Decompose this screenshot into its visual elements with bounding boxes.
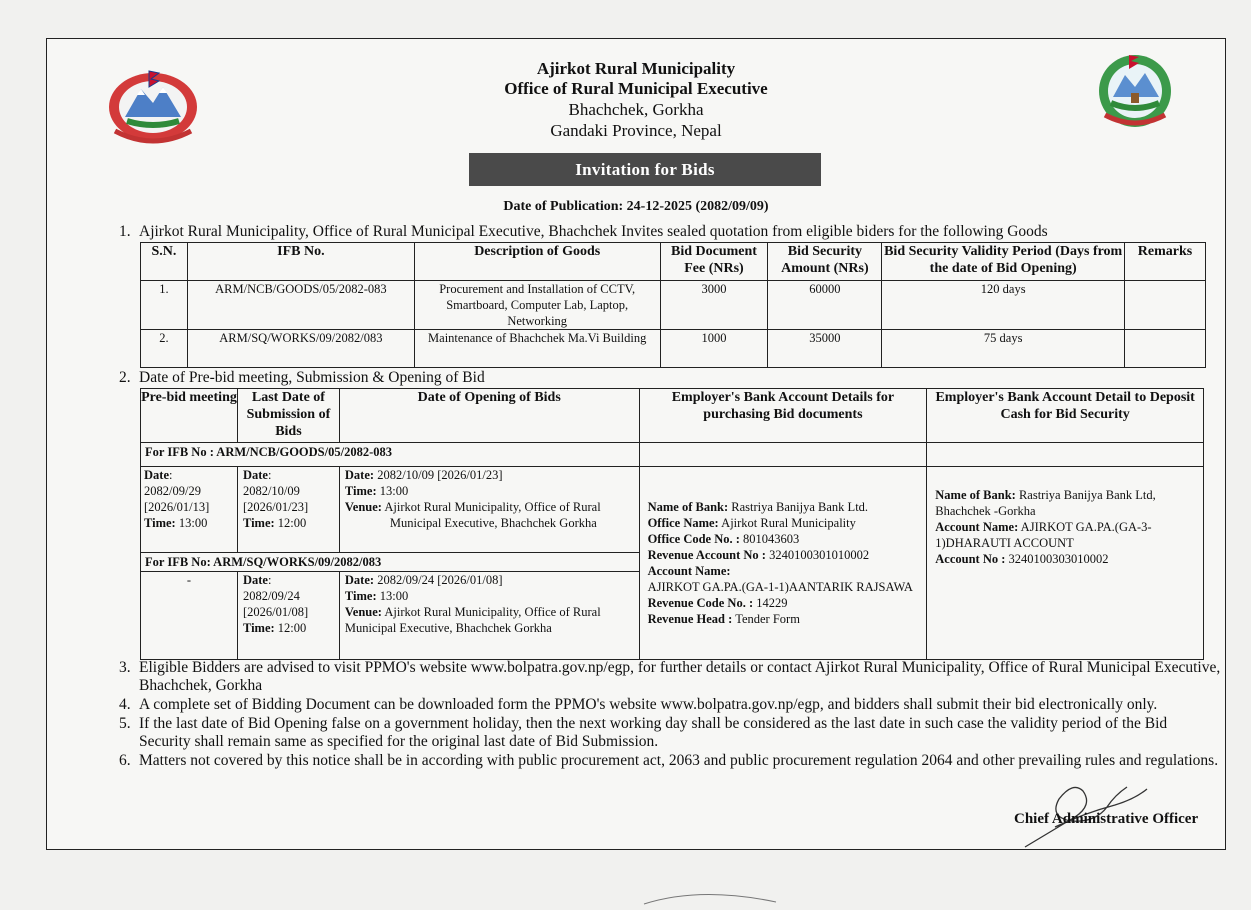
cell-ifb: ARM/NCB/GOODS/05/2082-083 bbox=[187, 281, 414, 330]
field-label: Account Name: bbox=[935, 520, 1019, 534]
table-row bbox=[141, 443, 1204, 467]
cell-description: Maintenance of Bhachchek Ma.Vi Building bbox=[414, 330, 660, 368]
section-text: Ajirkot Rural Municipality, Office of Rural Municipal Executive, Bhachchek Invites sealed quotation from eligible biders for the following Goods bbox=[139, 223, 1048, 240]
section-2-intro bbox=[119, 369, 485, 387]
revenue-head: Tender Form bbox=[735, 612, 800, 626]
list-item bbox=[119, 715, 1221, 751]
field-label: Office Code No. : bbox=[647, 532, 740, 546]
signatory-title: Chief Administrative Officer bbox=[1014, 811, 1199, 827]
empty-cell bbox=[639, 443, 927, 467]
time-label: Time: bbox=[344, 484, 377, 498]
cell-prebid: Date: 2082/09/29 [2026/01/13] Time: 13:00 bbox=[141, 467, 238, 553]
cell-fee: 3000 bbox=[660, 281, 768, 330]
account-name: AJIRKOT GA.PA.(GA-1-1)AANTARIK RAJSAWA bbox=[647, 580, 913, 594]
item-number: 5. bbox=[119, 715, 131, 732]
date-label: Date bbox=[144, 468, 169, 482]
table-header-row bbox=[141, 243, 1206, 281]
item-number: 6. bbox=[119, 752, 131, 769]
col-header: Description of Goods bbox=[414, 243, 660, 281]
field-label: Name of Bank: bbox=[647, 500, 729, 514]
col-header: Bid Security Amount (NRs) bbox=[768, 243, 882, 281]
province: Gandaki Province, Nepal bbox=[550, 121, 722, 140]
col-header-opening: Date of Opening of Bids bbox=[339, 389, 639, 443]
col-header: Bid Document Fee (NRs) bbox=[660, 243, 768, 281]
last-date: 2082/09/24 [2026/01/08] bbox=[242, 589, 309, 619]
prebid-time: 13:00 bbox=[178, 516, 208, 530]
cell-remarks bbox=[1125, 330, 1206, 368]
time-label: Time: bbox=[344, 589, 377, 603]
account-name: AJIRKOT GA.PA.(GA-3-1)DHARAUTI ACCOUNT bbox=[935, 520, 1152, 550]
cell-opening bbox=[339, 467, 639, 553]
schedule-table bbox=[140, 388, 1204, 660]
field-label: Account No : bbox=[935, 552, 1006, 566]
col-header: Bid Security Validity Period (Days from the date of Bid Opening) bbox=[882, 243, 1125, 281]
municipality-name: Ajirkot Rural Municipality bbox=[536, 59, 736, 78]
section-number: 1. bbox=[119, 223, 131, 240]
field-label: Revenue Head : bbox=[647, 612, 733, 626]
field-label: Revenue Account No : bbox=[647, 548, 766, 562]
ifb-label: For IFB No: ARM/SQ/WORKS/09/2082/083 bbox=[141, 553, 640, 572]
cell-description: Procurement and Installation of CCTV, Smartboard, Computer Lab, Laptop, Networking bbox=[414, 281, 660, 330]
item-number: 4. bbox=[119, 696, 131, 713]
item-text: Eligible Bidders are advised to visit PPMO's website www.bolpatra.gov.np/egp, for further details or contact Ajirkot Rural Municipality, Office of Rural Municipal Executive, Bhachchek, Gorkha bbox=[139, 659, 1221, 694]
section-text: Date of Pre-bid meeting, Submission & Opening of Bid bbox=[139, 369, 485, 386]
open-time: 13:00 bbox=[379, 589, 409, 603]
table-header-row bbox=[141, 389, 1204, 443]
table-row bbox=[141, 330, 1206, 368]
revenue-code: 14229 bbox=[756, 596, 788, 610]
letterhead bbox=[47, 59, 1225, 141]
section-1-intro bbox=[119, 223, 1048, 241]
field-label: Revenue Code No. : bbox=[647, 596, 754, 610]
notice-notes bbox=[119, 659, 1221, 771]
date-label: Date bbox=[242, 468, 268, 482]
list-item bbox=[119, 696, 1221, 714]
list-item bbox=[119, 659, 1221, 695]
cell-opening bbox=[339, 572, 639, 660]
time-label: Time: bbox=[242, 516, 275, 530]
item-text: A complete set of Bidding Document can be downloaded form the PPMO's website www.bolpatra.gov.np/egp, and bidders shall submit their bid electronically only. bbox=[139, 696, 1158, 713]
empty-cell bbox=[927, 443, 1204, 467]
publication-date: Date of Publication: 24-12-2025 (2082/09/09) bbox=[503, 199, 769, 214]
time-label: Time: bbox=[144, 516, 176, 530]
bids-table bbox=[140, 242, 1206, 368]
open-date: 2082/09/24 [2026/01/08] bbox=[377, 573, 503, 587]
table-row bbox=[141, 467, 1204, 553]
venue-label: Venue: bbox=[344, 500, 382, 514]
field-label: Office Name: bbox=[647, 516, 719, 530]
col-header-bank-purchase: Employer's Bank Account Details for purchasing Bid documents bbox=[639, 389, 927, 443]
revenue-account: 3240100301010002 bbox=[769, 548, 870, 562]
cell-remarks bbox=[1125, 281, 1206, 330]
col-header: Remarks bbox=[1125, 243, 1206, 281]
date-label: Date: bbox=[344, 573, 375, 587]
col-header-bank-security: Employer's Bank Account Detail to Deposit Cash for Bid Security bbox=[927, 389, 1204, 443]
open-date: 2082/10/09 [2026/01/23] bbox=[377, 468, 503, 482]
field-label: Account Name: bbox=[647, 564, 731, 578]
account-number: 3240100303010002 bbox=[1008, 552, 1109, 566]
cell-sn: 1. bbox=[141, 281, 188, 330]
office-name-value: Ajirkot Rural Municipality bbox=[721, 516, 856, 530]
cell-validity: 120 days bbox=[882, 281, 1125, 330]
date-label: Date bbox=[242, 573, 268, 587]
bank-name: Rastriya Banijya Bank Ltd. bbox=[731, 500, 869, 514]
bank-name: Rastriya Banijya Bank Ltd, Bhachchek -Gorkha bbox=[935, 488, 1156, 518]
cell-sn: 2. bbox=[141, 330, 188, 368]
col-header-prebid: Pre-bid meeting bbox=[141, 389, 238, 443]
ifb-label: For IFB No : ARM/NCB/GOODS/05/2082-083 bbox=[141, 443, 640, 467]
table-row bbox=[141, 281, 1206, 330]
venue: Ajirkot Rural Municipality, Office of Rural Municipal Executive, Bhachchek Gorkha bbox=[384, 500, 601, 530]
cell-last-date: Date: 2082/10/09 [2026/01/23] Time: 12:00 bbox=[237, 467, 339, 553]
cell-prebid: - bbox=[141, 572, 238, 660]
col-header-last-date: Last Date of Submission of Bids bbox=[237, 389, 339, 443]
cell-security: 35000 bbox=[768, 330, 882, 368]
item-text: If the last date of Bid Opening false on a government holiday, then the next working day shall be considered as the last date in such case the validity period of the Bid Security shall remain same as specified for the original last date of Bid Submission. bbox=[139, 715, 1168, 750]
cell-fee: 1000 bbox=[660, 330, 768, 368]
scan-mark bbox=[640, 884, 780, 910]
office-name: Office of Rural Municipal Executive bbox=[504, 79, 768, 98]
office-location: Bhachchek, Gorkha bbox=[568, 100, 704, 119]
notice-title-banner: Invitation for Bids bbox=[469, 153, 821, 186]
open-time: 13:00 bbox=[379, 484, 409, 498]
venue-label: Venue: bbox=[344, 605, 382, 619]
notice-frame bbox=[46, 38, 1226, 850]
venue: Ajirkot Rural Municipality, Office of Rural Municipal Executive, Bhachchek Gorkha bbox=[344, 605, 601, 635]
last-date: 2082/10/09 [2026/01/23] bbox=[242, 484, 309, 514]
last-time: 12:00 bbox=[277, 621, 307, 635]
bank-details-security bbox=[927, 467, 1204, 660]
item-number: 3. bbox=[119, 659, 131, 676]
time-label: Time: bbox=[242, 621, 275, 635]
office-code: 801043603 bbox=[743, 532, 800, 546]
col-header: S.N. bbox=[141, 243, 188, 281]
bank-details-purchase bbox=[639, 467, 927, 660]
cell-last-date: Date: 2082/09/24 [2026/01/08] Time: 12:00 bbox=[237, 572, 339, 660]
section-number: 2. bbox=[119, 369, 131, 386]
item-text: Matters not covered by this notice shall be in according with public procurement act, 2063 and public procurement regulation 2064 and other prevailing rules and regulations. bbox=[139, 752, 1219, 769]
col-header: IFB No. bbox=[187, 243, 414, 281]
last-time: 12:00 bbox=[277, 516, 307, 530]
date-label: Date: bbox=[344, 468, 375, 482]
cell-ifb: ARM/SQ/WORKS/09/2082/083 bbox=[187, 330, 414, 368]
field-label: Name of Bank: bbox=[935, 488, 1016, 502]
cell-validity: 75 days bbox=[882, 330, 1125, 368]
cell-security: 60000 bbox=[768, 281, 882, 330]
prebid-date: 2082/09/29 [2026/01/13] bbox=[144, 484, 210, 514]
list-item bbox=[119, 752, 1221, 770]
